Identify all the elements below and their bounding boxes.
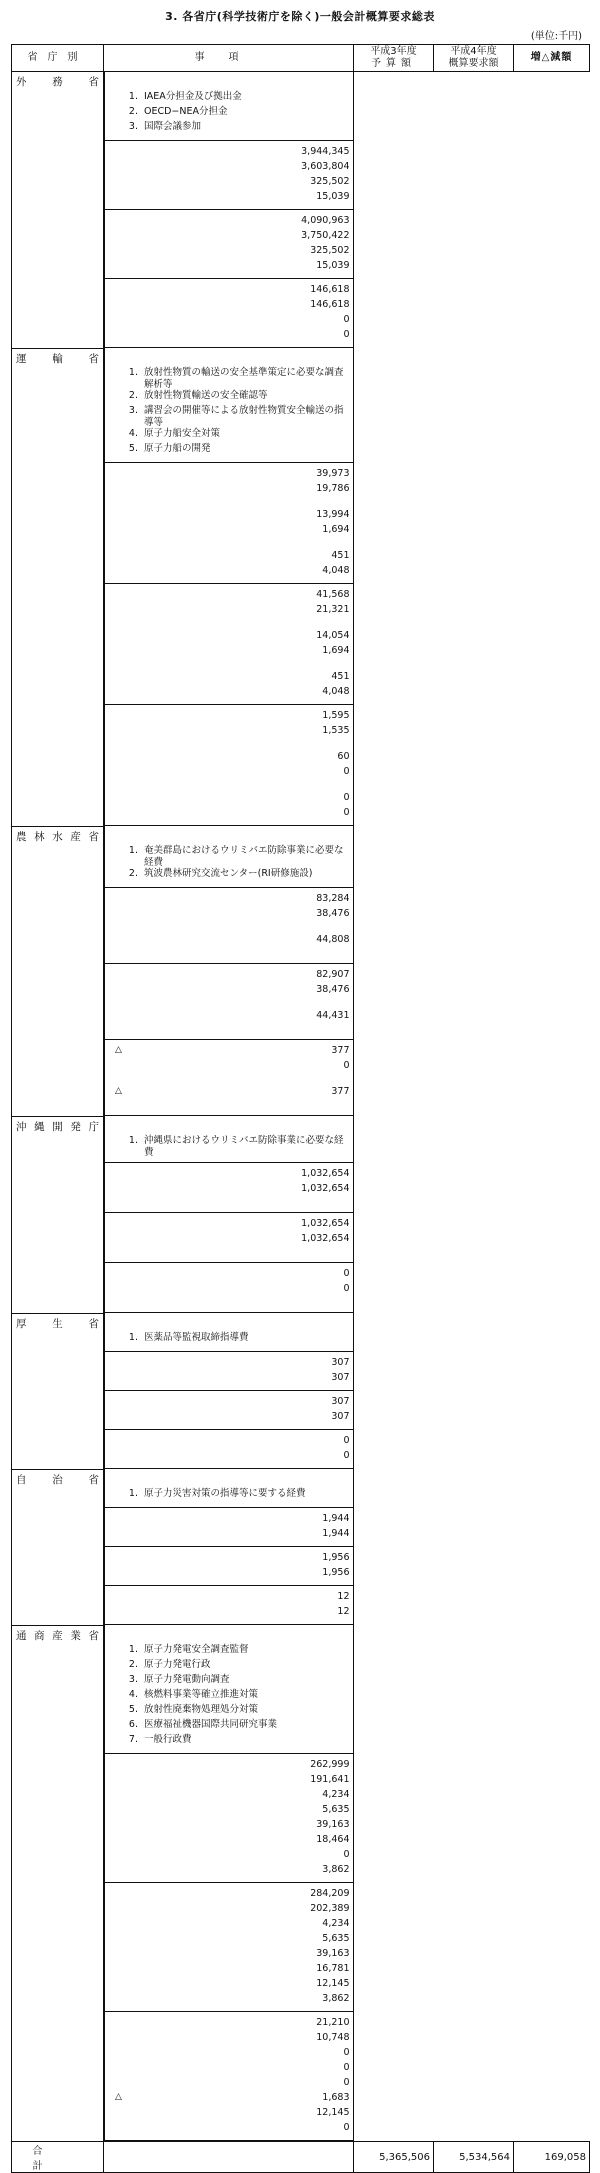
item-value-h4 bbox=[105, 1992, 350, 2007]
item-value-h3 bbox=[105, 907, 350, 933]
item-value-h3-text: 39,163 bbox=[316, 1819, 350, 1830]
item-number: 7. bbox=[128, 1734, 138, 1745]
item-value-h4 bbox=[105, 259, 350, 274]
decrease-mark: △ bbox=[115, 1045, 122, 1055]
item-value-h4-text: 38,476 bbox=[316, 984, 350, 995]
section-total-chg-text: 12 bbox=[337, 1591, 350, 1602]
fy4-values bbox=[104, 210, 354, 279]
item-value-h3-text: 325,502 bbox=[310, 176, 350, 187]
item-text: 沖縄県におけるウリミバエ防除事業に必要な経費 bbox=[144, 1135, 344, 1158]
item-list bbox=[104, 826, 354, 888]
section-total-chg-text: 0 bbox=[343, 1435, 350, 1446]
item-text: 原子力発電行政 bbox=[144, 1659, 211, 1670]
header-fy4: 平成4年度 概算要求額 bbox=[434, 45, 514, 72]
item-row bbox=[105, 1674, 353, 1689]
fy3-values bbox=[104, 463, 354, 584]
item-value-h4-text: 39,163 bbox=[316, 1948, 350, 1959]
item-value-chg-text: 1,535 bbox=[322, 725, 350, 736]
item-value-h3-text: 451 bbox=[331, 550, 350, 561]
ministry-section bbox=[12, 348, 590, 826]
item-row bbox=[105, 390, 353, 405]
ministry-section bbox=[12, 826, 590, 1116]
item-list bbox=[104, 1469, 354, 1508]
item-value-h4 bbox=[105, 1410, 350, 1425]
item-value-h4 bbox=[105, 1902, 350, 1917]
item-text: IAEA分担金及び拠出金 bbox=[144, 91, 242, 102]
item-value-chg bbox=[105, 791, 350, 806]
item-value-h3 bbox=[105, 933, 350, 959]
fy3-values bbox=[104, 1352, 354, 1391]
item-value-chg bbox=[105, 1449, 350, 1464]
item-value-h3 bbox=[105, 1788, 350, 1803]
item-value-h3 bbox=[105, 1773, 350, 1788]
item-value-h4 bbox=[105, 229, 350, 244]
item-value-chg-text: 1,683 bbox=[322, 2092, 350, 2103]
table-body bbox=[12, 72, 590, 2142]
section-total-chg bbox=[105, 1434, 350, 1449]
section-total-spacer bbox=[105, 830, 353, 845]
item-number: 1. bbox=[128, 1488, 138, 1499]
budget-table bbox=[11, 44, 590, 2173]
item-value-h3-text: 19,786 bbox=[316, 483, 350, 494]
item-text: 原子力船の開発 bbox=[144, 443, 211, 454]
fy3-values bbox=[104, 1163, 354, 1213]
item-value-chg-text: 0 bbox=[343, 1450, 350, 1461]
fy4-values bbox=[104, 1547, 354, 1586]
item-number: 1. bbox=[128, 1332, 138, 1343]
item-row bbox=[105, 1332, 353, 1347]
item-text: 放射性物質の輸送の安全基準策定に必要な調査解析等 bbox=[144, 367, 344, 390]
section-total-h4-text: 82,907 bbox=[316, 969, 350, 980]
item-value-h3 bbox=[105, 1182, 350, 1208]
item-value-h3-text: 18,464 bbox=[316, 1834, 350, 1845]
item-value-h4 bbox=[105, 1962, 350, 1977]
item-value-chg-text: 0 bbox=[343, 2062, 350, 2073]
item-value-chg-text: 0 bbox=[343, 792, 350, 803]
item-text: 奄美群島におけるウリミバエ防除事業に必要な経費 bbox=[144, 845, 344, 868]
item-value-h4 bbox=[105, 1917, 350, 1932]
section-total-h3-text: 1,944 bbox=[322, 1513, 350, 1524]
fy4-values bbox=[104, 1391, 354, 1430]
item-text: 筑波農林研究交流センター(RI研修施設) bbox=[144, 868, 313, 879]
section-total-h4-text: 4,090,963 bbox=[301, 215, 350, 226]
section-total-h3-text: 3,944,345 bbox=[301, 146, 350, 157]
decrease-mark: △ bbox=[115, 2092, 122, 2102]
item-value-chg-text: 377 bbox=[331, 1086, 350, 1097]
item-value-h3-text: 4,048 bbox=[322, 565, 350, 576]
item-value-chg bbox=[105, 1282, 350, 1308]
section-total-h4-text: 1,032,654 bbox=[301, 1218, 350, 1229]
item-value-h4-text: 15,039 bbox=[316, 260, 350, 271]
item-value-chg bbox=[105, 2061, 350, 2076]
document-title: 3. 各省庁(科学技術庁を除く)一般会計概算要求総表 bbox=[165, 10, 435, 23]
ministry-name: 沖縄開発庁 bbox=[12, 1116, 104, 1313]
item-row bbox=[105, 845, 353, 868]
item-value-chg bbox=[105, 2076, 350, 2091]
item-value-h3 bbox=[105, 1527, 350, 1542]
section-total-h4-text: 284,209 bbox=[310, 1888, 350, 1899]
section-total-spacer bbox=[105, 1120, 353, 1135]
item-row bbox=[105, 868, 353, 883]
item-number: 2. bbox=[128, 106, 138, 117]
item-value-h4-text: 1,032,654 bbox=[301, 1233, 350, 1244]
item-number: 1. bbox=[128, 845, 138, 856]
item-value-chg bbox=[105, 1059, 350, 1085]
item-value-chg-text: 0 bbox=[343, 766, 350, 777]
item-value-h4-text: 12,145 bbox=[316, 1978, 350, 1989]
fy3-values bbox=[104, 888, 354, 964]
item-value-chg-text: 0 bbox=[343, 1283, 350, 1294]
change-values bbox=[104, 2012, 354, 2141]
item-value-chg-text: 0 bbox=[343, 329, 350, 340]
item-text: 医薬品等監視取締指導費 bbox=[144, 1332, 249, 1343]
item-value-h3-text: 4,234 bbox=[322, 1789, 350, 1800]
item-value-chg bbox=[105, 313, 350, 328]
ministry-name: 通商産業省 bbox=[12, 1625, 104, 2142]
item-text: 原子力発電安全調査監督 bbox=[144, 1644, 249, 1655]
section-total-spacer bbox=[105, 1629, 353, 1644]
item-value-h4-text: 3,750,422 bbox=[301, 230, 350, 241]
item-value-h4-text: 451 bbox=[331, 671, 350, 682]
section-total-h3 bbox=[105, 467, 350, 482]
fy3-values bbox=[104, 1508, 354, 1547]
item-value-h3-text: 13,994 bbox=[316, 509, 350, 520]
grand-total-label: 合計 bbox=[12, 2142, 104, 2173]
header-row bbox=[12, 45, 590, 72]
section-total-h4 bbox=[105, 1887, 350, 1902]
item-value-chg bbox=[105, 724, 350, 750]
item-value-chg-text: 10,748 bbox=[316, 2032, 350, 2043]
item-value-h3 bbox=[105, 1833, 350, 1848]
item-value-h3 bbox=[105, 160, 350, 175]
item-number: 3. bbox=[128, 1674, 138, 1685]
item-value-h3-text: 44,808 bbox=[316, 934, 350, 945]
section-total-h3-text: 39,973 bbox=[316, 468, 350, 479]
section-total-h4 bbox=[105, 968, 350, 983]
item-value-h4-text: 16,781 bbox=[316, 1963, 350, 1974]
change-values bbox=[104, 1586, 354, 1625]
item-text: 原子力発電動向調査 bbox=[144, 1674, 230, 1685]
section-total-h4 bbox=[105, 1551, 350, 1566]
section-total-h3 bbox=[105, 1356, 350, 1371]
decrease-mark: △ bbox=[115, 1086, 122, 1096]
section-total-chg-text: 21,210 bbox=[316, 2017, 350, 2028]
item-value-chg bbox=[105, 1605, 350, 1620]
grand-total-row bbox=[12, 2142, 590, 2173]
item-row bbox=[105, 443, 353, 458]
item-row bbox=[105, 405, 353, 428]
item-value-h3-text: 3,862 bbox=[322, 1864, 350, 1875]
item-row bbox=[105, 1488, 353, 1503]
section-total-spacer bbox=[105, 1473, 353, 1488]
item-number: 4. bbox=[128, 1689, 138, 1700]
item-value-h4-text: 5,635 bbox=[322, 1933, 350, 1944]
fy4-values bbox=[104, 1213, 354, 1263]
item-value-h3-text: 15,039 bbox=[316, 191, 350, 202]
change-values bbox=[104, 1040, 354, 1116]
section-total-h4-text: 1,956 bbox=[322, 1552, 350, 1563]
item-text: 講習会の開催等による放射性物質安全輸送の指導等 bbox=[144, 405, 344, 428]
item-row bbox=[105, 1734, 353, 1749]
item-value-h4-text: 21,321 bbox=[316, 604, 350, 615]
change-values bbox=[104, 1263, 354, 1313]
grand-total-blank bbox=[104, 2142, 354, 2173]
item-list bbox=[104, 348, 354, 463]
ministry-section bbox=[12, 1625, 590, 2142]
ministry-section bbox=[12, 1469, 590, 1625]
item-value-chg-text: 0 bbox=[343, 2077, 350, 2088]
item-value-chg bbox=[105, 328, 350, 343]
grand-total-fy4: 5,534,564 bbox=[434, 2142, 514, 2173]
ministry-name: 農林水産省 bbox=[12, 826, 104, 1116]
item-number: 1. bbox=[128, 1135, 138, 1146]
ministry-section bbox=[12, 1116, 590, 1313]
section-total-h3 bbox=[105, 1512, 350, 1527]
item-value-h3 bbox=[105, 1848, 350, 1863]
item-number: 1. bbox=[128, 367, 138, 378]
section-total-h3-text: 262,999 bbox=[310, 1759, 350, 1770]
item-value-h3 bbox=[105, 564, 350, 579]
item-value-h3 bbox=[105, 1818, 350, 1833]
section-total-spacer bbox=[105, 76, 353, 91]
item-value-h3 bbox=[105, 523, 350, 549]
ministry-section bbox=[12, 72, 590, 349]
section-total-h3-text: 307 bbox=[331, 1357, 350, 1368]
item-value-h3-text: 0 bbox=[343, 1849, 350, 1860]
header-ministry: 省庁別 bbox=[12, 45, 104, 72]
item-number: 2. bbox=[128, 390, 138, 401]
item-value-h3 bbox=[105, 1803, 350, 1818]
item-value-chg bbox=[105, 2031, 350, 2046]
item-value-h3 bbox=[105, 508, 350, 523]
item-value-h3 bbox=[105, 1863, 350, 1878]
item-value-h4 bbox=[105, 644, 350, 670]
item-value-h4-text: 14,054 bbox=[316, 630, 350, 641]
change-values bbox=[104, 705, 354, 826]
section-total-h3-text: 83,284 bbox=[316, 893, 350, 904]
item-value-h4-text: 3,862 bbox=[322, 1993, 350, 2004]
item-value-h3-text: 1,032,654 bbox=[301, 1183, 350, 1194]
item-value-chg-text: 0 bbox=[343, 807, 350, 818]
item-text: 原子力災害対策の指導等に要する経費 bbox=[144, 1488, 306, 1499]
item-text: 放射性廃棄物処理処分対策 bbox=[144, 1704, 259, 1715]
item-row bbox=[105, 367, 353, 390]
item-number: 3. bbox=[128, 121, 138, 132]
item-value-h3 bbox=[105, 175, 350, 190]
section-total-h4-text: 41,568 bbox=[316, 589, 350, 600]
item-row bbox=[105, 1704, 353, 1719]
item-value-h3-text: 191,641 bbox=[310, 1774, 350, 1785]
item-value-chg-text: 146,618 bbox=[310, 299, 350, 310]
item-value-h4 bbox=[105, 1009, 350, 1035]
item-value-h4-text: 1,694 bbox=[322, 645, 350, 656]
item-value-chg bbox=[105, 806, 350, 821]
section-total-h3 bbox=[105, 892, 350, 907]
ministry-section bbox=[12, 1313, 590, 1469]
header-item: 事項 bbox=[104, 45, 354, 72]
item-value-h4 bbox=[105, 1932, 350, 1947]
item-row bbox=[105, 1659, 353, 1674]
item-number: 2. bbox=[128, 1659, 138, 1670]
item-text: 放射性物質輸送の安全確認等 bbox=[144, 390, 268, 401]
item-number: 1. bbox=[128, 1644, 138, 1655]
ministry-name: 厚生省 bbox=[12, 1313, 104, 1469]
item-value-chg bbox=[105, 750, 350, 765]
item-value-h4 bbox=[105, 1947, 350, 1962]
section-total-h4-text: 307 bbox=[331, 1396, 350, 1407]
section-total-chg-text: 1,595 bbox=[322, 710, 350, 721]
grand-total-change: 169,058 bbox=[514, 2142, 590, 2173]
item-number: 1. bbox=[128, 91, 138, 102]
item-value-chg bbox=[105, 765, 350, 791]
change-values bbox=[104, 279, 354, 348]
section-total-h3 bbox=[105, 1758, 350, 1773]
item-row bbox=[105, 1135, 353, 1158]
item-value-chg-text: 0 bbox=[343, 2047, 350, 2058]
item-text: 原子力船安全対策 bbox=[144, 428, 221, 439]
item-value-chg bbox=[105, 2091, 350, 2106]
section-total-spacer bbox=[105, 1317, 353, 1332]
item-value-h4 bbox=[105, 685, 350, 700]
change-values bbox=[104, 1430, 354, 1469]
item-value-h3-text: 38,476 bbox=[316, 908, 350, 919]
item-value-chg-text: 12 bbox=[337, 1606, 350, 1617]
item-value-h4 bbox=[105, 1232, 350, 1258]
item-row bbox=[105, 121, 353, 136]
item-value-h3-text: 1,694 bbox=[322, 524, 350, 535]
item-value-h4-text: 325,502 bbox=[310, 245, 350, 256]
section-total-h4 bbox=[105, 1395, 350, 1410]
item-row bbox=[105, 1719, 353, 1734]
item-list bbox=[104, 1625, 354, 1754]
item-value-h4-text: 307 bbox=[331, 1411, 350, 1422]
section-total-chg-text: 0 bbox=[343, 1268, 350, 1279]
item-value-chg bbox=[105, 1085, 350, 1111]
item-value-chg bbox=[105, 2121, 350, 2136]
grand-total-fy3: 5,365,506 bbox=[354, 2142, 434, 2173]
section-total-chg bbox=[105, 1590, 350, 1605]
section-total-chg bbox=[105, 1267, 350, 1282]
fy4-values bbox=[104, 1883, 354, 2012]
item-value-h4-text: 44,431 bbox=[316, 1010, 350, 1021]
fy3-values bbox=[104, 141, 354, 210]
item-value-chg-text: 0 bbox=[343, 1060, 350, 1071]
item-value-h4-text: 1,956 bbox=[322, 1567, 350, 1578]
item-number: 5. bbox=[128, 1704, 138, 1715]
item-value-h4-text: 4,048 bbox=[322, 686, 350, 697]
item-text: OECD−NEA分担金 bbox=[144, 106, 228, 117]
header-fy3: 平成3年度 予算額 bbox=[354, 45, 434, 72]
item-value-chg bbox=[105, 298, 350, 313]
ministry-name: 外務省 bbox=[12, 72, 104, 349]
fy4-values bbox=[104, 964, 354, 1040]
section-total-chg bbox=[105, 709, 350, 724]
item-value-h4 bbox=[105, 603, 350, 629]
section-total-h3 bbox=[105, 1167, 350, 1182]
fy3-values bbox=[104, 1754, 354, 1883]
item-text: 国際会議参加 bbox=[144, 121, 202, 132]
item-list bbox=[104, 1116, 354, 1163]
item-value-h3 bbox=[105, 1371, 350, 1386]
item-value-h3 bbox=[105, 190, 350, 205]
item-value-h3-text: 3,603,804 bbox=[301, 161, 350, 172]
item-number: 6. bbox=[128, 1719, 138, 1730]
item-text: 一般行政費 bbox=[144, 1734, 192, 1745]
section-total-h4 bbox=[105, 214, 350, 229]
item-number: 4. bbox=[128, 428, 138, 439]
section-total-spacer bbox=[105, 352, 353, 367]
section-total-chg bbox=[105, 2016, 350, 2031]
item-value-chg-text: 12,145 bbox=[316, 2107, 350, 2118]
item-value-h4-text: 202,389 bbox=[310, 1903, 350, 1914]
unit-note: (単位:千円) bbox=[530, 31, 582, 42]
section-total-h3 bbox=[105, 145, 350, 160]
item-value-h4 bbox=[105, 629, 350, 644]
item-value-h4 bbox=[105, 983, 350, 1009]
section-total-chg bbox=[105, 283, 350, 298]
item-value-h3 bbox=[105, 549, 350, 564]
section-total-chg-text: 377 bbox=[331, 1045, 350, 1056]
section-total-h3-text: 1,032,654 bbox=[301, 1168, 350, 1179]
header-change: 増△減額 bbox=[514, 45, 590, 72]
item-row bbox=[105, 91, 353, 106]
item-value-h3-text: 307 bbox=[331, 1372, 350, 1383]
item-value-h4-text: 4,234 bbox=[322, 1918, 350, 1929]
item-number: 3. bbox=[128, 405, 138, 416]
item-value-chg bbox=[105, 2046, 350, 2061]
ministry-name: 運輸省 bbox=[12, 348, 104, 826]
item-value-chg-text: 0 bbox=[343, 2122, 350, 2133]
fy4-values bbox=[104, 584, 354, 705]
item-number: 2. bbox=[128, 868, 138, 879]
item-row bbox=[105, 106, 353, 121]
item-value-chg-text: 0 bbox=[343, 314, 350, 325]
item-number: 5. bbox=[128, 443, 138, 454]
item-value-h4 bbox=[105, 670, 350, 685]
item-value-h3-text: 5,635 bbox=[322, 1804, 350, 1815]
section-total-chg-text: 146,618 bbox=[310, 284, 350, 295]
section-total-h4 bbox=[105, 1217, 350, 1232]
item-list bbox=[104, 72, 354, 141]
item-text: 核燃料事業等確立推進対策 bbox=[144, 1689, 259, 1700]
item-value-h3-text: 1,944 bbox=[322, 1528, 350, 1539]
item-value-h3 bbox=[105, 482, 350, 508]
section-total-h4 bbox=[105, 588, 350, 603]
item-text: 医療福祉機器国際共同研究事業 bbox=[144, 1719, 278, 1730]
item-value-chg-text: 60 bbox=[337, 751, 350, 762]
ministry-name: 自治省 bbox=[12, 1469, 104, 1625]
item-row bbox=[105, 1644, 353, 1659]
section-total-chg bbox=[105, 1044, 350, 1059]
item-value-h4 bbox=[105, 244, 350, 259]
item-value-h4 bbox=[105, 1566, 350, 1581]
item-row bbox=[105, 1689, 353, 1704]
item-row bbox=[105, 428, 353, 443]
item-value-chg bbox=[105, 2106, 350, 2121]
item-value-h4 bbox=[105, 1977, 350, 1992]
item-list bbox=[104, 1313, 354, 1352]
